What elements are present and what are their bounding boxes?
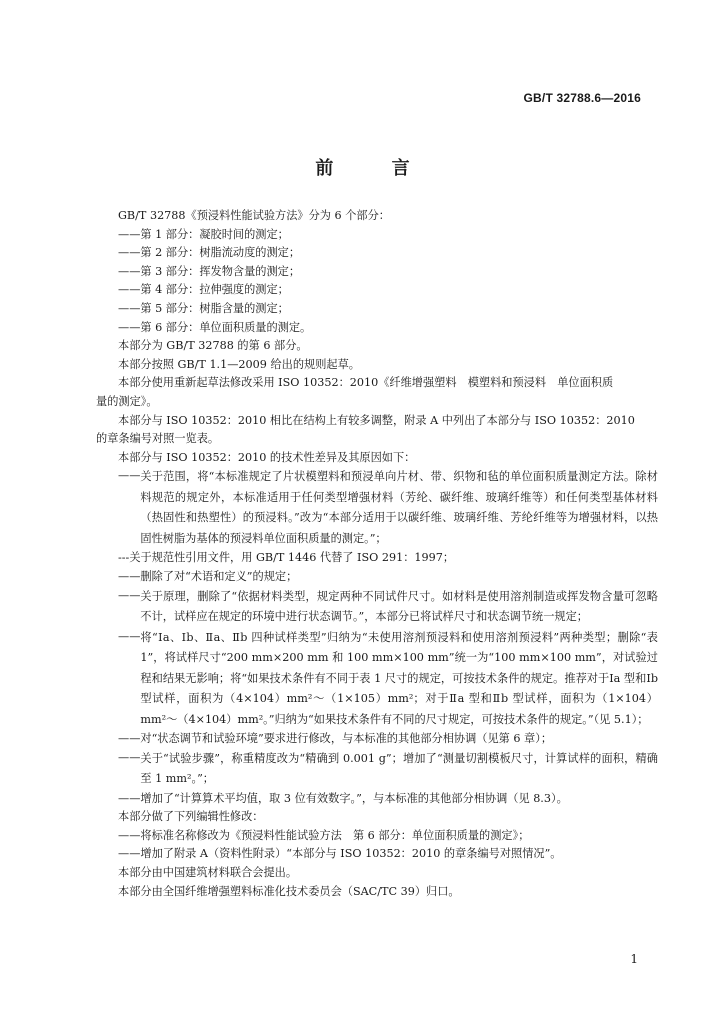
diff-item xyxy=(118,587,658,628)
method-paragraph-line2: 量的测定》。 xyxy=(96,394,158,408)
part-of-paragraph: 本部分为 GB/T 32788 的第 6 部分。 xyxy=(118,339,308,353)
diff-item-text: 关于原理，删除了“依据材料类型，规定两种不同试件尺寸。如材料是使用溶剂制造或挥发物含量可忽略不计，试样应在规定的环境中进行状态调节。”，本部分已将试样尺寸和状态调节统一规定； xyxy=(140,589,658,623)
page-title: 前 言 xyxy=(315,158,436,179)
diff-intro-paragraph: 本部分与 ISO 10352：2010 的技术性差异及其原因如下： xyxy=(118,450,416,464)
proposer-paragraph: 本部分由中国建筑材料联合会提出。 xyxy=(118,865,298,879)
diff-item xyxy=(118,749,658,790)
diff-item xyxy=(118,730,658,749)
committee-paragraph: 本部分由全国纤维增强塑料标准化技术委员会（SAC/TC 39）归口。 xyxy=(118,884,460,898)
rules-paragraph: 本部分按照 GB/T 1.1—2009 给出的规则起草。 xyxy=(118,357,360,371)
foreword-body xyxy=(96,207,658,901)
compare-paragraph-line2: 的章条编号对照一览表。 xyxy=(96,432,220,446)
dash-mark: —— xyxy=(118,629,141,643)
diff-item xyxy=(118,628,658,731)
diff-item-text: 增加了“计算算术平均值，取 3 位有效数字。”，与本标准的其他部分相协调（见 8.3）。 xyxy=(140,791,568,805)
dash-mark: —— xyxy=(118,791,141,805)
diff-item-text: 关于“试验步骤”，称重精度改为“精确到 0.001 g”；增加了“测量切割模板尺寸，计算试样的面积，精确至 1 mm²。”； xyxy=(140,751,658,786)
intro-paragraph: GB/T 32788《预浸料性能试验方法》分为 6 个部分： xyxy=(118,209,390,222)
diff-item-text: 对“状态调节和试验环境”要求进行修改，与本标准的其他部分相协调（见第 6 章）； xyxy=(140,732,553,745)
diff-item-text: 关于规范性引用文件，用 GB/T 1446 代替了 ISO 291：1997； xyxy=(129,551,455,565)
standard-code: GB/T 32788.6—2016 xyxy=(523,91,641,105)
part-item: ——第 4 部分：拉伸强度的测定； xyxy=(118,283,289,297)
page-number: 1 xyxy=(630,952,638,966)
diff-item-text: 删除了对“术语和定义”的规定； xyxy=(140,569,298,583)
edit-item: ——将标准名称修改为《预浸料性能试验方法 第 6 部分：单位面积质量的测定》； xyxy=(118,828,530,842)
diff-item xyxy=(118,467,658,549)
dash-mark: —— xyxy=(118,569,141,583)
part-item: ——第 6 部分：单位面积质量的测定。 xyxy=(118,320,312,334)
diff-item-text: 关于范围，将“本标准规定了片状模塑料和预浸单向片材、带、织物和毡的单位面积质量测定方法。除材料规范的规定外，本标准适用于任何类型增强材料（芳纶、碳纤维、玻璃纤维等）和任何类型基体材料（热固性和热塑性）的预浸料。”改为“本部分适用于以碳纤维、玻璃纤维、芳纶纤维等为增强材料，以热固性树脂为基体的预浸料单位面积质量的测定。”； xyxy=(140,470,658,545)
method-paragraph-line1: 本部分使用重新起草法修改采用 ISO 10352：2010《纤维增强塑料 模塑料和预浸料 单位面积质 xyxy=(118,376,614,390)
part-item: ——第 2 部分：树脂流动度的测定； xyxy=(118,246,301,260)
dash-mark: —— xyxy=(118,732,141,745)
dash-mark: --- xyxy=(118,551,130,565)
dash-mark: —— xyxy=(118,750,141,764)
compare-paragraph-line1: 本部分与 ISO 10352：2010 相比在结构上有较多调整，附录 A 中列出了本部分与 ISO 10352：2010 xyxy=(118,413,635,427)
dash-mark: —— xyxy=(118,588,141,602)
diff-item xyxy=(118,568,658,587)
part-item: ——第 5 部分：树脂含量的测定； xyxy=(118,301,289,315)
edit-item: ——增加了附录 A（资料性附录）“本部分与 ISO 10352：2010 的章条编号对照情况”。 xyxy=(118,847,562,861)
dash-mark: —— xyxy=(118,469,141,483)
part-item: ——第 3 部分：挥发物含量的测定； xyxy=(118,264,301,278)
part-item: ——第 1 部分：凝胶时间的测定； xyxy=(118,227,289,241)
diff-item-text: 将“Ⅰa、Ⅰb、Ⅱa、Ⅱb 四种试样类型”归纳为“未使用溶剂预浸料和使用溶剂预浸料”两种类型；删除“表 1”，将试样尺寸“200 mm×200 mm 和 100 mm×100 mm”统一为“100 mm×100 mm”，对试验过程和结果无影响；将“如果技术条件有不同于表 1 尺寸的规定，可按技术条件的规定。推荐对于Ⅰa 型和Ⅰb 型试样，面积为（4×104）mm²～（1×105）mm²；对于Ⅱa 型和Ⅱb 型试样，面积为（1×104）mm²～（4×104）mm²。”归纳为“如果技术条件有不同的尺寸规定，可按技术条件的规定。”（见 5.1）； xyxy=(140,630,658,726)
diff-item xyxy=(118,790,658,809)
edit-intro-paragraph: 本部分做了下列编辑性修改： xyxy=(118,810,264,824)
diff-item xyxy=(118,549,658,568)
